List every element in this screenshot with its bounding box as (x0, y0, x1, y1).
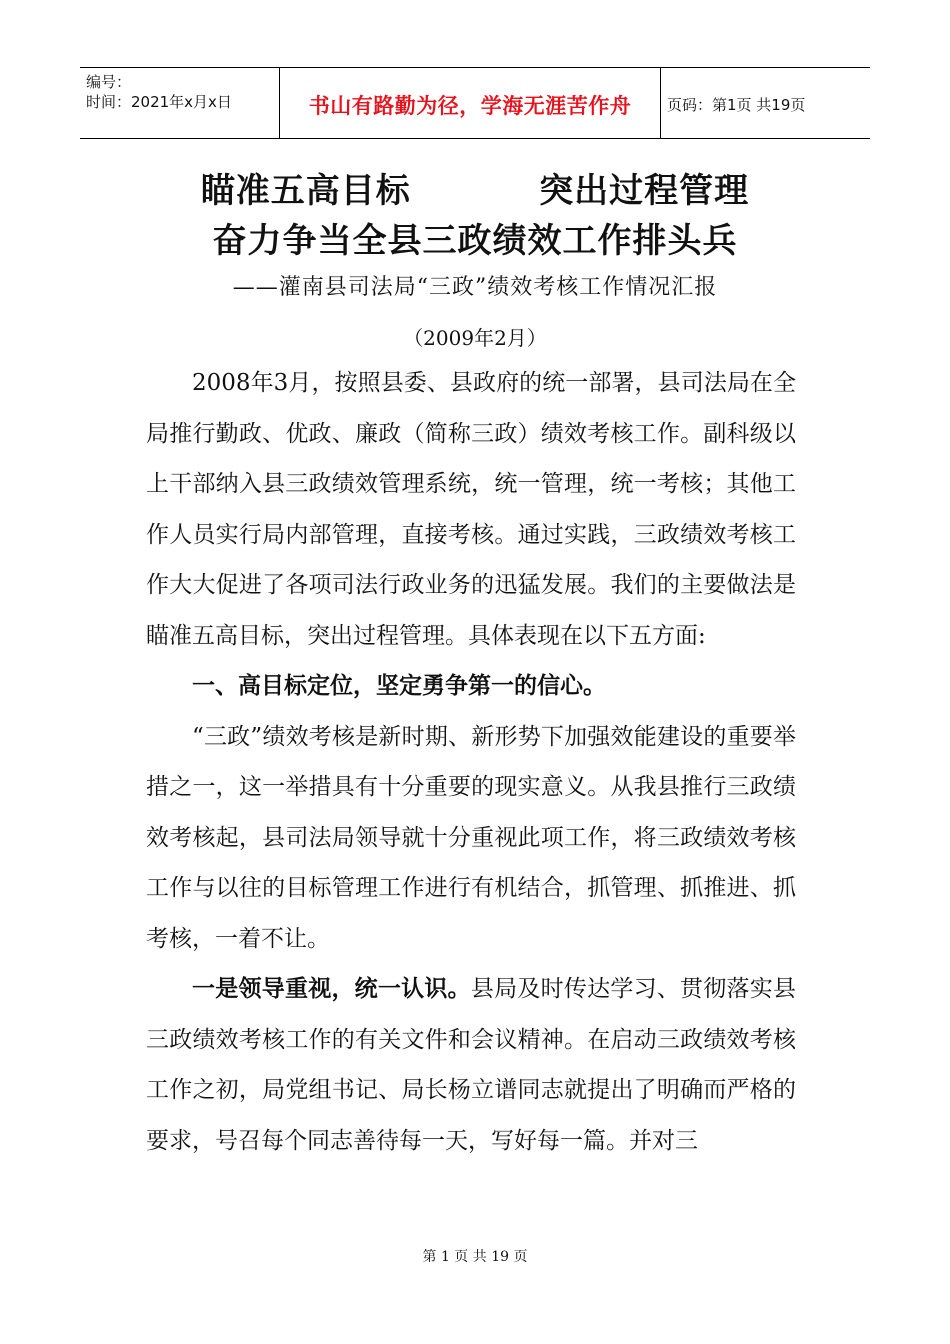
page-footer: 第 1 页 共 19 页 (422, 1249, 528, 1265)
title-line-1: 瞄准五高目标 突出过程管理 (200, 171, 750, 211)
document-body (146, 358, 796, 1166)
paragraph-intro: 2008年3月，按照县委、县政府的统一部署，县司法局在全局推行勤政、优政、廉政（简称三政）绩效考核工作。副科级以上干部纳入县三政绩效管理系统，统一管理，统一考核；其他工作人员实行局内部管理，直接考核。通过实践，三政绩效考核工作大大促进了各项司法行政业务的迅猛发展。我们的主要做法是瞄准五高目标，突出过程管理。具体表现在以下五方面: (146, 370, 796, 649)
report-date: （2009年2月） (403, 326, 547, 350)
point-1-lead: 一是领导重视，统一认识。 (192, 976, 471, 1002)
point-1-text: 县局及时传达学习、贯彻落实县三政绩效考核工作的有关文件和会议精神。在启动三政绩效考核工作之初，局党组书记、局长杨立谱同志就提出了明确而严格的要求，号召每个同志善待每一天，写好每一篇。并对三 (146, 976, 797, 1154)
paragraph-point-1 (146, 964, 796, 1166)
subtitle: ——灌南县司法局“三政”绩效考核工作情况汇报 (232, 275, 718, 300)
title-line-2: 奋力争当全县三政绩效工作排头兵 (212, 221, 738, 261)
time-label: 时间：2021年x月x日 (86, 93, 232, 111)
section-heading-1: 一、高目标定位，坚定勇争第一的信心。 (192, 673, 606, 699)
motto-text: 书山有路勤为径，学海无涯苦作舟 (308, 94, 632, 118)
header-motto-cell (280, 68, 661, 138)
header-page-cell (661, 68, 870, 138)
paragraph-section-1: “三政”绩效考核是新时期、新形势下加强效能建设的重要举措之一，这一举措具有十分重要的现实意义。从我县推行三政绩效考核起，县司法局领导就十分重视此项工作，将三政绩效考核工作与以往的目标管理工作进行有机结合，抓管理、抓推进、抓考核，一着不让。 (146, 723, 796, 952)
header-meta-cell (80, 68, 280, 138)
number-label: 编号： (86, 73, 132, 91)
page-count-label: 页码：第1页 共19页 (667, 96, 806, 114)
document-header (80, 67, 870, 139)
